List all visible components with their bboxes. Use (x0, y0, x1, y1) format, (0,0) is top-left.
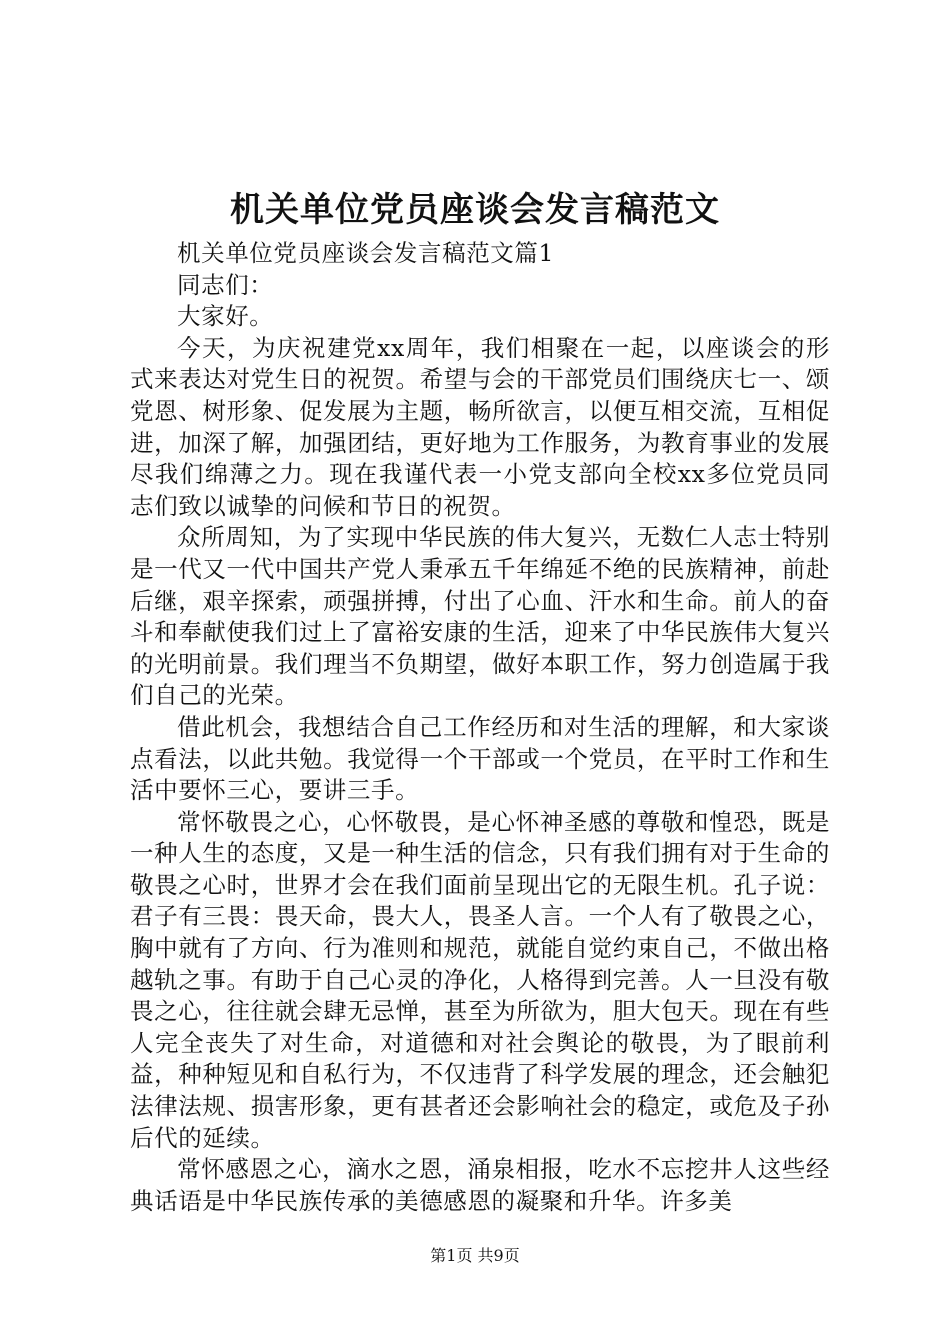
body-paragraph: 借此机会，我想结合自己工作经历和对生活的理解，和大家谈点看法，以此共勉。我觉得一个干部或一个党员，在平时工作和生活中要怀三心，要讲三手。 (130, 712, 830, 805)
greeting-paragraph: 大家好。 (177, 302, 274, 331)
body-paragraph: 常怀感恩之心，滴水之恩，涌泉相报，吃水不忘挖井人这些经典话语是中华民族传承的美德感恩的凝聚和升华。许多美 (130, 1155, 830, 1215)
salutation-paragraph: 同志们： (177, 270, 274, 299)
body-paragraph: 众所周知，为了实现中华民族的伟大复兴，无数仁人志士特别是一代又一代中国共产党人秉承五千年绵延不绝的民族精神，前赴后继，艰辛探索，顽强拼搏，付出了心血、汗水和生命。前人的奋斗和奉献使我们过上了富裕安康的生活，迎来了中华民族伟大复兴的光明前景。我们理当不负期望，做好本职工作，努力创造属于我们自己的光荣。 (130, 523, 830, 710)
page-footer: 第1页 共9页 (430, 1246, 520, 1265)
document-title: 机关单位党员座谈会发言稿范文 (230, 190, 720, 230)
body-paragraph: 常怀敬畏之心，心怀敬畏，是心怀神圣感的尊敬和惶恐，既是一种人生的态度，又是一种生活的信念，只有我们拥有对于生命的敬畏之心时，世界才会在我们面前呈现出它的无限生机。孔子说：君子有三畏：畏天命，畏大人，畏圣人言。一个人有了敬畏之心，胸中就有了方向、行为准则和规范，就能自觉约束自己，不做出格越轨之事。有助于自己心灵的净化，人格得到完善。人一旦没有敬畏之心，往往就会肆无忌惮，甚至为所欲为，胆大包天。现在有些人完全丧失了对生命，对道德和对社会舆论的敬畏，为了眼前利益，种种短见和自私行为，不仅违背了科学发展的理念，还会触犯法律法规、损害形象，更有甚者还会影响社会的稳定，或危及子孙后代的延续。 (130, 807, 830, 1152)
document-body (130, 238, 830, 1217)
subtitle-paragraph: 机关单位党员座谈会发言稿范文篇1 (177, 239, 555, 267)
body-paragraph: 今天，为庆祝建党xx周年，我们相聚在一起，以座谈会的形式来表达对党生日的祝贺。希望与会的干部党员们围绕庆七一、颂党恩、树形象、促发展为主题，畅所欲言，以便互相交流，互相促进，加深了解，加强团结，更好地为工作服务，为教育事业的发展尽我们绵薄之力。现在我谨代表一小党支部向全校xx多位党员同志们致以诚挚的问候和节日的祝贺。 (130, 333, 830, 520)
